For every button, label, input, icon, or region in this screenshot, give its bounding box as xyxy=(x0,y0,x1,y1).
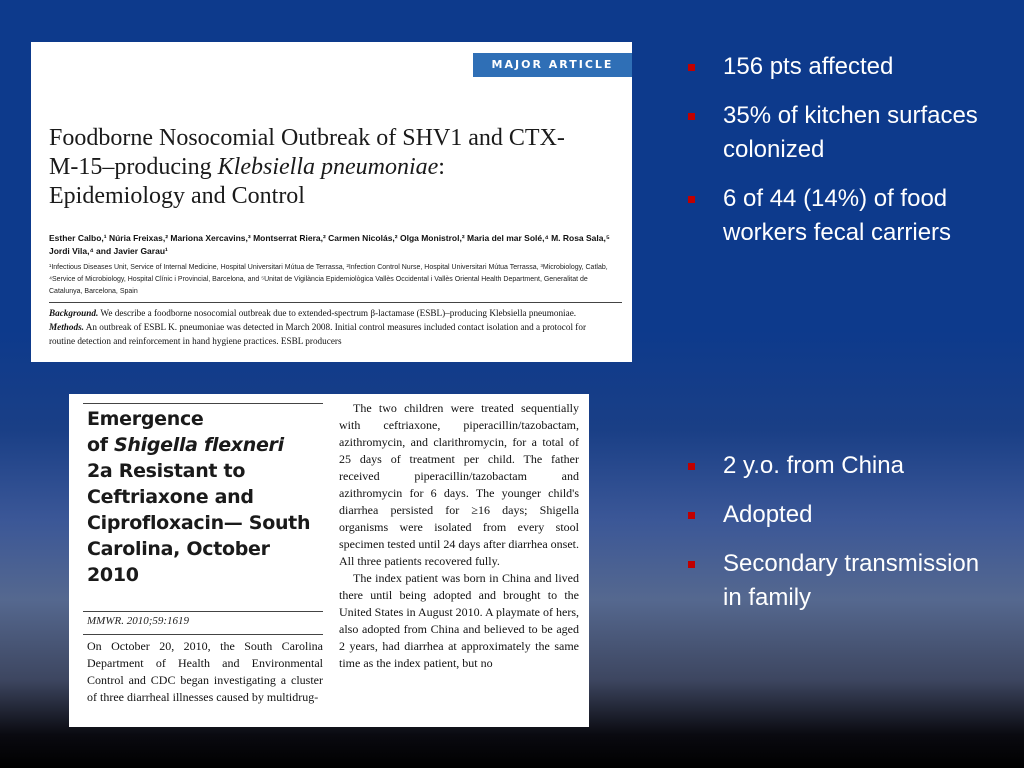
bullet-list-shigella-facts xyxy=(688,449,988,630)
bullet-list-outbreak-facts xyxy=(688,50,988,265)
divider xyxy=(83,403,323,404)
article-clipping-foodborne-outbreak xyxy=(31,42,632,362)
bullet-marker-icon xyxy=(688,463,695,470)
article-second-column xyxy=(339,400,579,672)
article-clipping-shigella xyxy=(69,394,589,727)
article-headline: Emergence of Shigella flexneri 2a Resistant to Ceftriaxone and Ciprofloxacin— South Carolina, October 2010 xyxy=(87,408,311,586)
bullet-item: Secondary transmission in family xyxy=(688,547,988,615)
article-lead-paragraph: On October 20, 2010, the South Carolina Department of Health and Environmental Control and CDC began investigating a cluster of three diarrheal illnesses caused by multidrug- xyxy=(87,639,323,704)
bullet-item: 6 of 44 (14%) of food workers fecal carriers xyxy=(688,182,988,250)
bullet-marker-icon xyxy=(688,64,695,71)
divider xyxy=(83,611,323,612)
major-article-badge: MAJOR ARTICLE xyxy=(473,53,632,77)
bullet-marker-icon xyxy=(688,561,695,568)
divider xyxy=(83,634,323,635)
bullet-item: 156 pts affected xyxy=(688,50,988,84)
paragraph: The index patient was born in China and lived there until being adopted and brought to the United States in August 2010. A playmate of hers, also adopted from China and believed to be aged 2 years, had diarrhea at approximately the same time as the index patient, but no xyxy=(339,571,579,670)
bullet-item: 35% of kitchen surfaces colonized xyxy=(688,99,988,167)
article-citation: MMWR. 2010;59:1619 xyxy=(87,615,190,627)
bullet-marker-icon xyxy=(688,196,695,203)
article-authors: Esther Calbo,¹ Núria Freixas,² Mariona Xercavins,³ Montserrat Riera,² Carmen Nicolás,² Olga Monistrol,² Maria del mar Solé,⁴ M. Rosa Sala,⁵ Jordi Vila,⁴ and Javier Garau¹ xyxy=(49,233,610,256)
bullet-item: 2 y.o. from China xyxy=(688,449,988,483)
divider xyxy=(49,302,622,303)
bullet-item: Adopted xyxy=(688,498,988,532)
bullet-marker-icon xyxy=(688,512,695,519)
article-affiliations: ¹Infectious Diseases Unit, Service of Internal Medicine, Hospital Universitari Mútua de Terrassa, ²Infection Control Nurse, Hospital Universitari Mútua Terrassa, ³Microbiology, Catlab, ⁴Service of Microbiology, Hospital Clínic i Provincial, Barcelona, and ⁵Unitat de Vigilància Epidemiològica Vallès Occidental i Vallès Oriental Health Department, Generalitat de Catalunya, Barcelona, Spain xyxy=(49,264,608,295)
article-abstract: Background. We describe a foodborne nosocomial outbreak due to extended-spectrum β-lactamase (ESBL)–producing Klebsiella pneumoniae. Methods. An outbreak of ESBL K. pneumoniae was detected in March 2008. Initial control measures included contact isolation and a protocol for routine detection and reinforcement in hand hygiene practices. ESBL producers xyxy=(49,308,587,346)
paragraph: The two children were treated sequentially with ceftriaxone, piperacillin/tazobactam, azithromycin, and clarithromycin, for a total of 25 days of treatment per child. The father received piperacillin/tazobactam and azithromycin for 6 days. The younger child's diarrhea persisted for ≥16 days; Shigella organisms were isolated from every stool specimen tested until 24 days after diarrhea onset. All three patients recovered fully. xyxy=(339,401,579,568)
article-title: Foodborne Nosocomial Outbreak of SHV1 and CTX-M-15–producing Klebsiella pneumoniae: Epidemiology and Control xyxy=(49,125,565,209)
bullet-marker-icon xyxy=(688,113,695,120)
